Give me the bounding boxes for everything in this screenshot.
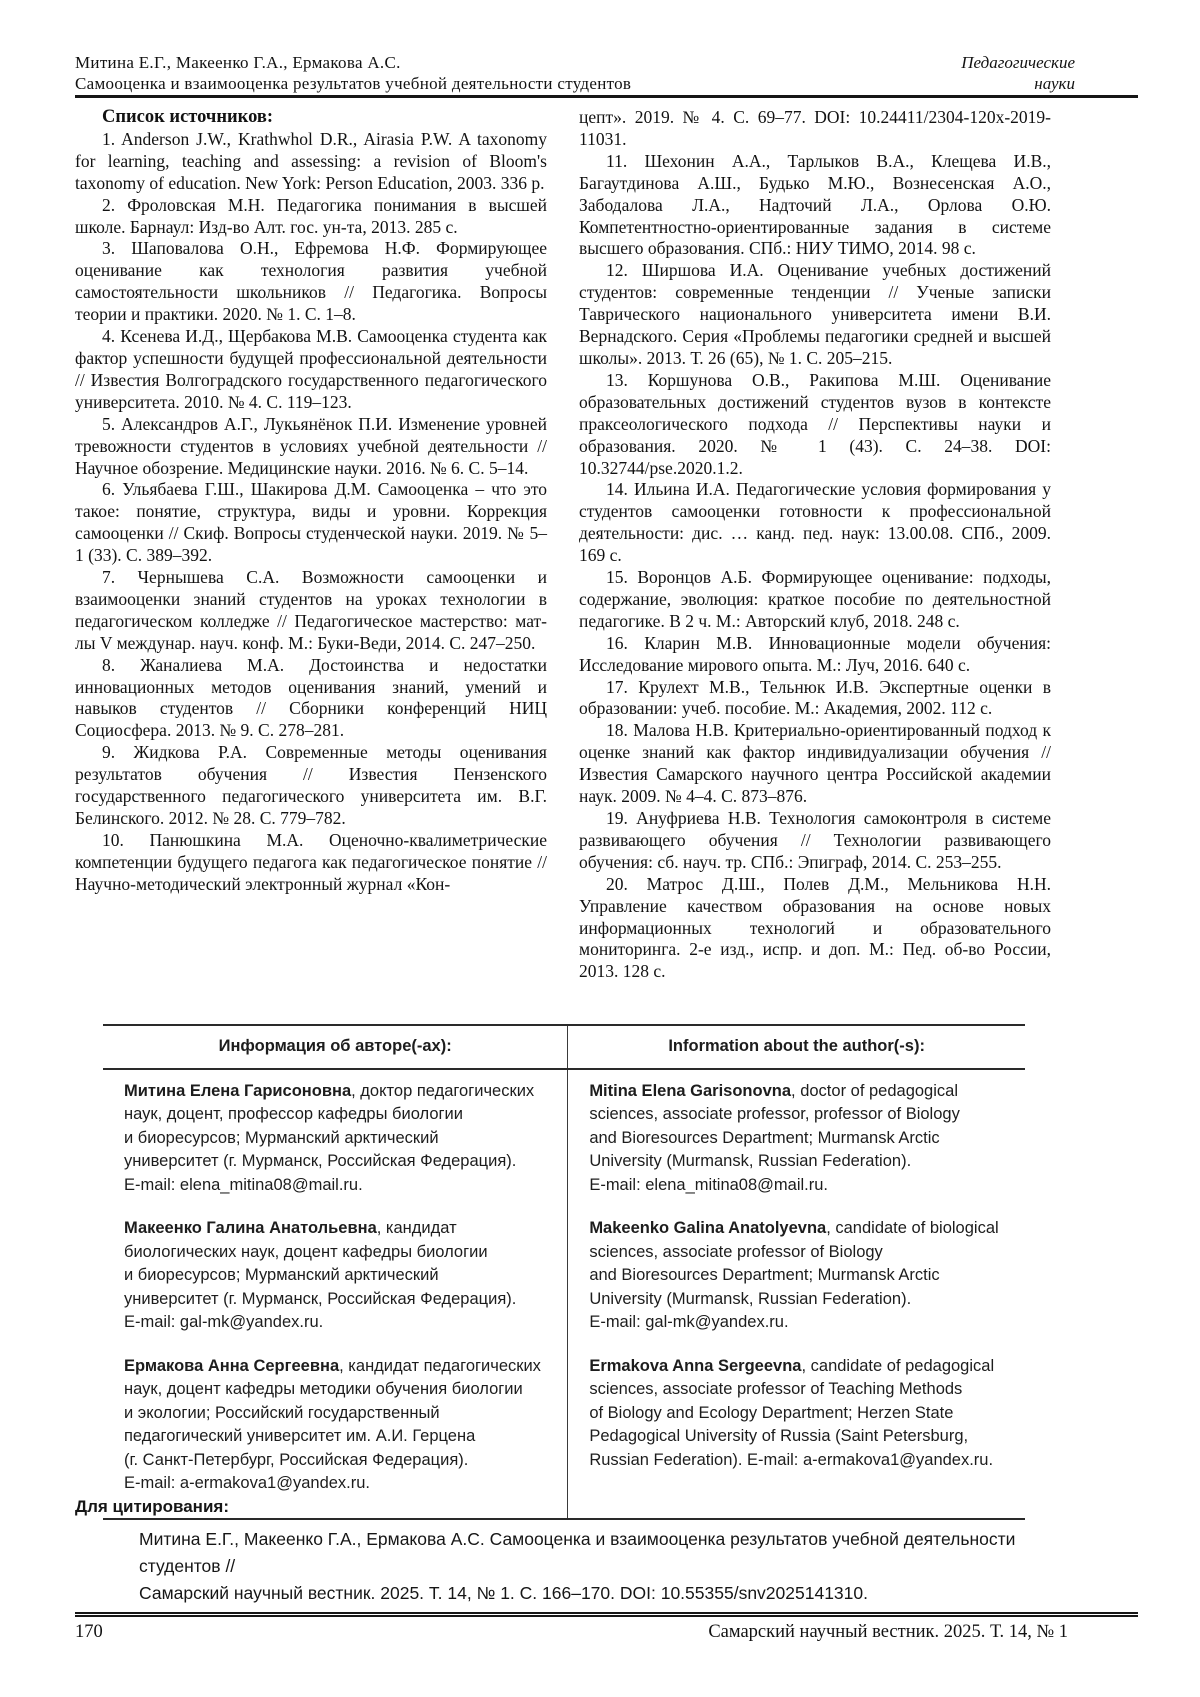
author-cell-ru [103,1069,568,1208]
references-heading: Список источников: [102,107,274,127]
citation-block [75,1497,1075,1607]
author-details: , doctor of pedagogical sciences, associate professor, professor of Biology and Bioresources Department; Murmansk Arctic University (Murmansk, Russian Federation). E-mail: elena_mitina08@mail.ru. [589,1081,960,1194]
author-name: Mitina Elena Garisonovna [589,1081,792,1100]
author-info-ru [124,1080,543,1198]
reference-item-11: 11. Шехонин А.А., Тарлыков В.А., Клещева И.В., Багаутдинова А.Ш., Будько М.Ю., Вознесенская А.О., Забодалова Л.А., Надточий Л.А., Орлова О.Ю. Компетентностно-ориентированные задания в системе высшего образования. СПб.: НИУ ТИМО, 2014. 98 с. [579,150,1051,259]
reference-item-13: 13. Коршунова О.В., Ракипова М.Ш. Оценивание образовательных достижений студентов вузов в контексте праксеологического подхода // Перспективы науки и образования. 2020. № 1 (43). С. 24–38. DOI: 10.32744/pse.2020.1.2. [579,369,1051,478]
reference-item-12: 12. Ширшова И.А. Оценивание учебных достижений студентов: современные тенденции // Ученые записки Таврического национального университета имени В.И. Вернадского. Серия «Проблемы педагогики средней и высшей школы». 2013. Т. 26 (65), № 1. С. 205–215. [579,260,1051,368]
author-info-ru [124,1217,543,1335]
reference-item-19: 19. Ануфриева Н.В. Технология самоконтроля в системе развивающего обучения // Технологии развивающего обучения: сб. науч. тр. СПб.: Эпиграф, 2014. С. 253–255. [579,808,1051,872]
page-footer [75,1612,1138,1643]
reference-item-10-continuation: цепт». 2019. № 4. С. 69–77. DOI: 10.24411/2304-120x-2019-11031. [579,107,1051,149]
reference-item-2: 2. Фроловская М.Н. Педагогика понимания в высшей школе. Барнаул: Изд-во Алт. гос. ун-та, 2013. 285 с. [75,194,547,237]
references-section [75,107,1051,983]
reference-item-18: 18. Малова Н.В. Критериально-ориентированный подход к оценке знаний как фактор индивидуализации обучения // Известия Самарского научного центра Российской академии наук. 2009. № 4–4. С. 873–876. [579,720,1051,807]
reference-item-3: 3. Шаповалова О.Н., Ефремова Н.Ф. Формирующее оценивание как технология развития учебной самостоятельности школьников // Педагогика. Вопросы теории и практики. 2020. № 1. С. 1–8. [75,238,547,325]
reference-item-1: 1. Anderson J.W., Krathwhol D.R., Airasia P.W. A taxonomy for learning, teaching and assessing: a revision of Bloom's taxonomy of education. New York: Person Education, 2003. 336 p. [75,128,547,193]
header-section-line1: Педагогические [961,53,1075,72]
references-column-right [579,107,1051,983]
table-header-ru: Информация об авторе(-ах): [103,1025,568,1069]
reference-item-4: 4. Ксенева И.Д., Щербакова М.В. Самооценка студента как фактор успешности будущей профессиональной деятельности // Известия Волгоградского государственного педагогического университета. 2010. № 4. С. 119–123. [75,326,547,412]
author-row-ermakova [103,1345,1025,1519]
author-info-en [589,1080,1001,1198]
author-details: , candidate of biological sciences, associate professor of Biology and Bioresources Department; Murmansk Arctic University (Murmansk, Russian Federation). E-mail: gal-mk@yandex.ru. [589,1219,999,1331]
author-row-makeenko [103,1207,1025,1345]
header-rule [75,95,1138,98]
reference-item-9: 9. Жидкова Р.А. Современные методы оценивания результатов обучения // Известия Пензенского государственного педагогического университета им. В.Г. Белинского. 2012. № 28. С. 779–782. [75,742,547,828]
header-authors: Митина Е.Г., Макеенко Г.А., Ермакова А.С. [75,53,401,72]
page-number: 170 [75,1622,103,1642]
citation-text: Митина Е.Г., Макеенко Г.А., Ермакова А.С. Самооценка и взаимооценка результатов учебной деятельности студентов // Самарский научный вестник. 2025. Т. 14, № 1. С. 166–170. DOI: 10.55355/snv2025141310. [139,1529,1016,1603]
author-name: Макеенко Галина Анатольевна [124,1219,377,1237]
author-name: Ermakova Anna Sergeevna [589,1356,802,1375]
reference-item-5: 5. Александров А.Г., Лукьянёнок П.И. Изменение уровней тревожности студентов в условиях учебной деятельности // Научное обозрение. Медицинские науки. 2016. № 6. С. 5–14. [75,413,547,478]
references-column-left [75,107,547,983]
author-info-en [589,1355,1001,1473]
citation-label: Для цитирования: [75,1497,229,1516]
header-section-label [961,52,1075,94]
header-authors-title [75,52,631,94]
author-cell-en [568,1207,1025,1345]
page-header [75,52,1075,94]
reference-item-8: 8. Жаналиева М.А. Достоинства и недостатки инновационных методов оценивания знаний, умений и навыков студентов // Сборники конференций НИЦ Социосфера. 2013. № 9. С. 278–281. [75,654,547,741]
author-row-mitina [103,1069,1025,1208]
author-details: , кандидат педагогических наук, доцент кафедры методики обучения биологии и экологии; Российский государственный педагогический университет им. А.И. Герцена (г. Санкт-Петербург, Российская Федерация). E-mail: a-ermakova1@yandex.ru. [124,1356,541,1492]
reference-item-10: 10. Панюшкина М.А. Оценочно-квалиметрические компетенции будущего педагога как педагогическое понятие // Научно-методический электронный журнал «Кон- [75,829,547,894]
author-cell-en [568,1345,1025,1519]
author-cell-en [568,1069,1025,1208]
author-name: Ермакова Анна Сергеевна [124,1356,340,1375]
author-name: Makeenko Galina Anatolyevna [589,1219,827,1237]
reference-item-14: 14. Ильина И.А. Педагогические условия формирования у студентов самооценки готовности к профессиональной деятельности: дис. … канд. пед. наук: 13.00.08. СПб., 2009. 169 с. [579,479,1051,566]
reference-item-16: 16. Кларин М.В. Инновационные модели обучения: Исследование мирового опыта. М.: Луч, 2016. 640 с. [579,632,1051,675]
author-details: , candidate of pedagogical sciences, associate professor of Teaching Methods of Biology and Ecology Department; Herzen State Pedagogical University of Russia (Saint Petersburg, Russian Federation). E-mail: a-ermakova1@yandex.ru. [589,1356,995,1469]
author-name: Митина Елена Гарисоновна [124,1081,352,1100]
author-cell-ru [103,1207,568,1345]
author-details: , доктор педагогических наук, доцент, профессор кафедры биологии и биоресурсов; Мурманский арктический университет (г. Мурманск, Российская Федерация). E-mail: elena_mitina08@mail.ru. [124,1081,535,1194]
reference-item-20: 20. Матрос Д.Ш., Полев Д.М., Мельникова Н.Н. Управление качеством образования на основе новых информационных технологий и образовательного мониторинга. 2-е изд., испр. и доп. М.: Пед. об-во России, 2013. 128 с. [579,873,1051,982]
author-cell-ru [103,1345,568,1519]
author-details: , кандидат биологических наук, доцент кафедры биологии и биоресурсов; Мурманский арктический университет (г. Мурманск, Российская Федерация). E-mail: gal-mk@yandex.ru. [124,1219,517,1331]
reference-item-7: 7. Чернышева С.А. Возможности самооценки и взаимооценки знаний студентов на уроках технологии в педагогическом колледже // Педагогическое мастерство: мат-лы V междунар. науч. конф. М.: Буки-Веди, 2014. С. 247–250. [75,567,547,653]
header-section-line2: науки [1034,74,1075,93]
footer-journal-title: Самарский научный вестник. 2025. Т. 14, № 1 [708,1622,1068,1642]
reference-item-6: 6. Ульябаева Г.Ш., Шакирова Д.М. Самооценка – что это такое: понятие, структура, виды и уровни. Коррекция самооценки // Скиф. Вопросы студенческой науки. 2019. № 5–1 (33). С. 389–392. [75,479,547,566]
authors-info-table [103,1024,1025,1520]
header-article-title: Самооценка и взаимооценка результатов учебной деятельности студентов [75,74,632,93]
reference-item-17: 17. Крулехт М.В., Тельнюк И.В. Экспертные оценки в образовании: учеб. пособие. М.: Академия, 2002. 112 с. [579,676,1051,719]
table-header-en: Information about the author(-s): [568,1025,1025,1069]
author-info-ru [124,1355,543,1496]
author-info-en [589,1217,1001,1335]
reference-item-15: 15. Воронцов А.Б. Формирующее оценивание: подходы, содержание, эволюция: краткое пособие по деятельностной педагогике. В 2 ч. М.: Авторский клуб, 2018. 248 с. [579,567,1051,631]
